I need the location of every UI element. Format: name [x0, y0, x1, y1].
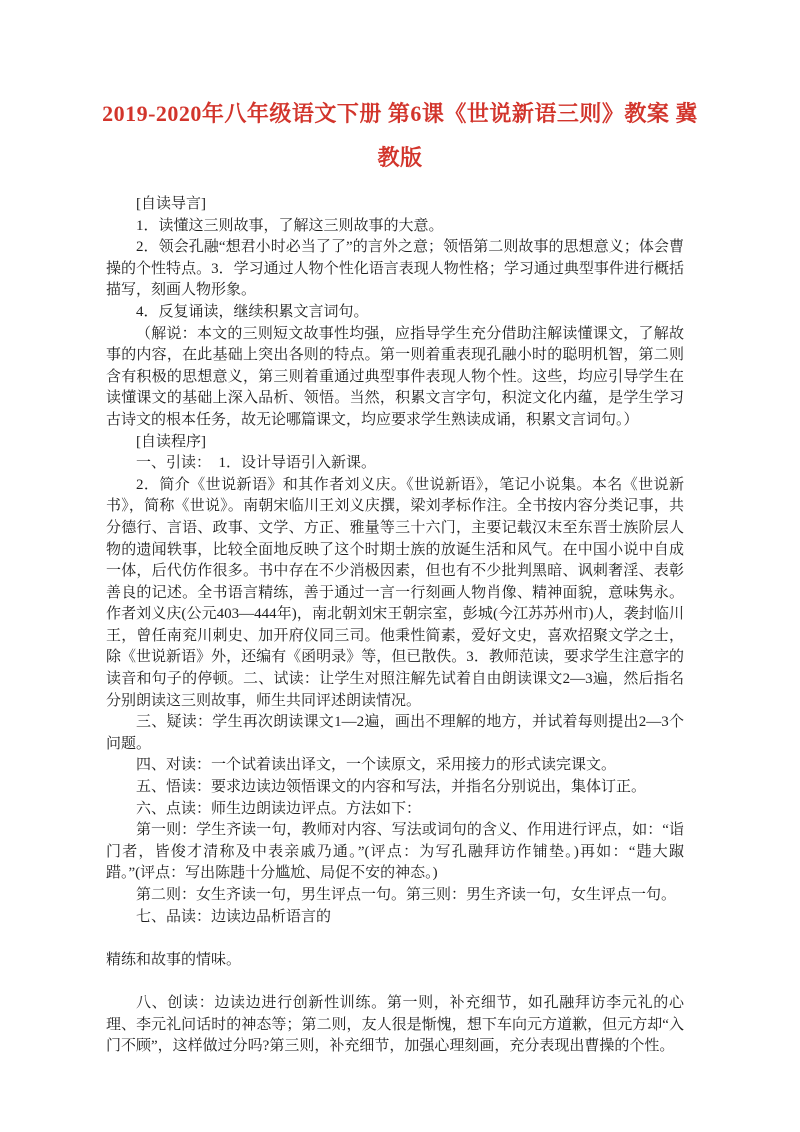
paragraph: 精练和故事的情味。 — [106, 951, 242, 968]
paragraph: 六、点读：师生边朗读边评点。方法如下： — [136, 800, 422, 817]
paragraph: 七、品读：边读边品析语言的 — [136, 908, 332, 925]
paragraph: 八、创读：边读边进行创新性训练。第一则，补充细节，如孔融拜访李元礼的心理、李元礼问话时的神态等；第二则，友人很是惭愧，想下车向元方道歉，但元方却“入门不顾”，这样做过分吗?第三则，补充细节，加强心理刻画，充分表现出曹操的个性。 — [106, 994, 684, 1055]
paragraph: 五、悟读：要求边读边领悟课文的内容和写法，并指名分别说出，集体订正。 — [136, 779, 647, 796]
paragraph: 1．读懂这三则故事，了解这三则故事的大意。 — [136, 217, 444, 234]
paragraph: 2．简介《世说新语》和其作者刘义庆。《世说新语》，笔记小说集。本名《世说新书》，简称《世说》。南朝宋临川王刘义庆撰，梁刘孝标作注。全书按内容分类记事，共分德行、言语、政事、文学、方正、雅量等三十六门，主要记载汉末至东晋士族阶层人物的遗闻轶事，比较全面地反映了这个时期士族的放诞生活和风气。在中国小说中自成一体，后代仿作很多。书中存在不少消极因素，但也有不少批判黑暗、讽刺奢淫、表彰善良的记述。全书语言精练，善于通过一言一行刻画人物肖像、精神面貌，意味隽永。作者刘义庆(公元403—444年)，南北朝刘宋王朝宗室，彭城(今江苏苏州市)人，袭封临川王，曾任南兖川刺史、加开府仪同三司。他秉性简素，爱好文史，喜欢招聚文学之士，除《世说新语》外，还编有《函明录》等，但已散佚。3．教师范读，要求学生注意字的读音和句子的停顿。二、试读：让学生对照注解先试着自由朗读课文2—3遍，然后指名分别朗读这三则故事，师生共同评述朗读情况。 — [106, 476, 684, 709]
paragraph: 4．反复诵读，继续积累文言词句。 — [136, 303, 369, 320]
paragraph: 第一则：学生齐读一句，教师对内容、写法或词句的含义、作用进行评点，如：“诣门者，皆俊才清称及中表亲戚乃通。”(评点：为写孔融拜访作铺垫。)再如：“韪大踧踖。”(评点：写出陈韪十分尴尬、局促不安的神态。) — [106, 822, 684, 882]
paragraph: [自读程序] — [136, 433, 206, 450]
paragraph: 第二则：女生齐读一句，男生评点一句。第三则：男生齐读一句，女生评点一句。 — [136, 887, 677, 903]
page-title: 2019-2020年八年级语文下册 第6课《世说新语三则》教案 冀教版 — [102, 101, 698, 170]
paragraph: 2．领会孔融“想君小时必当了了”的言外之意；领悟第二则故事的思想意义；体会曹操的个性特点。3．学习通过人物个性化语言表现人物性格；学习通过典型事件进行概括描写，刻画人物形象。 — [106, 239, 684, 299]
paragraph: 一、引读： 1．设计导语引入新课。 — [136, 455, 377, 472]
document-body — [106, 194, 684, 1058]
paragraph: 四、对读：一个试着读出译文，一个读原文，采用接力的形式读完课文。 — [136, 757, 617, 774]
paragraph: [自读导言] — [136, 196, 206, 212]
paragraph: （解说：本文的三则短文故事性均强，应指导学生充分借助注解读懂课文，了解故事的内容，在此基础上突出各则的特点。第一则着重表现孔融小时的聪明机智，第二则含有积极的思想意义，第三则着重通过典型事件表现人物个性。这些，均应引导学生在读懂课文的基础上深入品析、领悟。当然，积累文言字句，积淀文化内蕴，是学生学习古诗文的根本任务，故无论哪篇课文，均应要求学生熟读成诵，积累文言词句。） — [106, 325, 684, 428]
paragraph: 三、疑读：学生再次朗读课文1—2遍，画出不理解的地方，并试着每则提出2—3个问题。 — [106, 714, 684, 752]
